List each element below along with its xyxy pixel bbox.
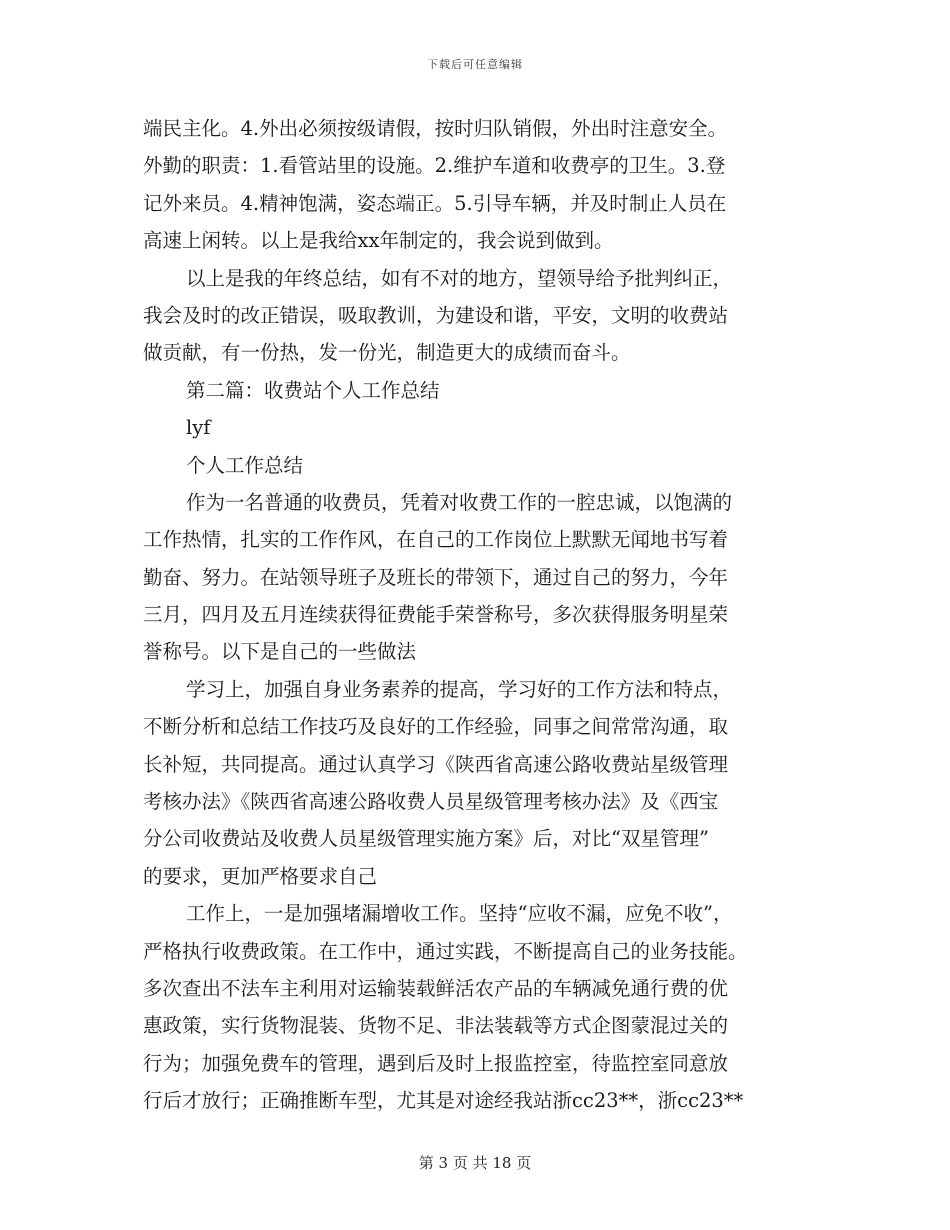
text-line: 高速上闲转。以上是我给xx年制定的，我会说到做到。 <box>143 229 614 253</box>
text-line: 不断分析和总结工作技巧及良好的工作经验，同事之间常常沟通，取 <box>143 715 729 739</box>
text-line: 工作热情，扎实的工作作风，在自己的工作岗位上默默无闻地书写着 <box>143 528 729 552</box>
subtitle: 个人工作总结 <box>186 453 304 477</box>
section-title: 第二篇：收费站个人工作总结 <box>186 378 440 402</box>
paragraph-start-line: 作为一名普通的收费员，凭着对收费工作的一腔忠诚，以饱满的 <box>186 490 733 514</box>
text-line: 誉称号。以下是自己的一些做法 <box>143 640 417 664</box>
text-line: 做贡献，有一份热，发一份光，制造更大的成绩而奋斗。 <box>143 341 631 365</box>
paragraph-start-line: 以上是我的年终总结，如有不对的地方，望领导给予批判纠正， <box>186 266 733 290</box>
text-line: 我会及时的改正错误，吸取教训，为建设和谐，平安，文明的收费站 <box>143 303 729 327</box>
page-footer: 第 3 页 共 18 页 <box>418 1154 532 1172</box>
text-line: 多次查出不法车主利用对运输装载鲜活农产品的车辆减免通行费的优 <box>143 976 729 1000</box>
text-line: 行后才放行；正确推断车型，尤其是对途经我站浙cc23**，浙cc23** <box>143 1089 744 1113</box>
paragraph-start-line: 学习上，加强自身业务素养的提高，学习好的工作方法和特点， <box>186 677 733 701</box>
text-line: 勤奋、努力。在站领导班子及班长的带领下，通过自己的努力，今年 <box>143 565 729 589</box>
page-header: 下载后可任意编辑 <box>427 58 523 71</box>
text-line: 外勤的职责：1.看管站里的设施。2.维护车道和收费亭的卫生。3.登 <box>143 154 726 178</box>
author-initials: lyf <box>186 416 211 440</box>
text-line: 长补短，共同提高。通过认真学习《陕西省高速公路收费站星级管理 <box>143 752 729 776</box>
text-line: 严格执行收费政策。在工作中，通过实践，不断提高自己的业务技能。 <box>143 939 748 963</box>
text-line: 端民主化。4.外出必须按级请假，按时归队销假，外出时注意安全。 <box>143 117 728 140</box>
text-line: 惠政策，实行货物混装、货物不足、非法装载等方式企图蒙混过关的 <box>143 1014 729 1038</box>
text-line: 三月，四月及五月连续获得征费能手荣誉称号，多次获得服务明星荣 <box>143 603 729 627</box>
text-line: 记外来员。4.精神饱满，姿态端正。5.引导车辆，并及时制止人员在 <box>143 191 727 215</box>
text-line: 行为；加强免费车的管理，遇到后及时上报监控室，待监控室同意放 <box>143 1051 729 1075</box>
text-line: 的要求，更加严格要求自己 <box>143 864 378 888</box>
paragraph-start-line: 工作上，一是加强堵漏增收工作。坚持“应收不漏，应免不收”， <box>186 902 733 926</box>
text-line: 分公司收费站及收费人员星级管理实施方案》后，对比“双星管理” <box>143 827 709 851</box>
text-line: 考核办法》《陕西省高速公路收费人员星级管理考核办法》及《西宝 <box>143 790 719 814</box>
document-body <box>143 110 803 1120</box>
